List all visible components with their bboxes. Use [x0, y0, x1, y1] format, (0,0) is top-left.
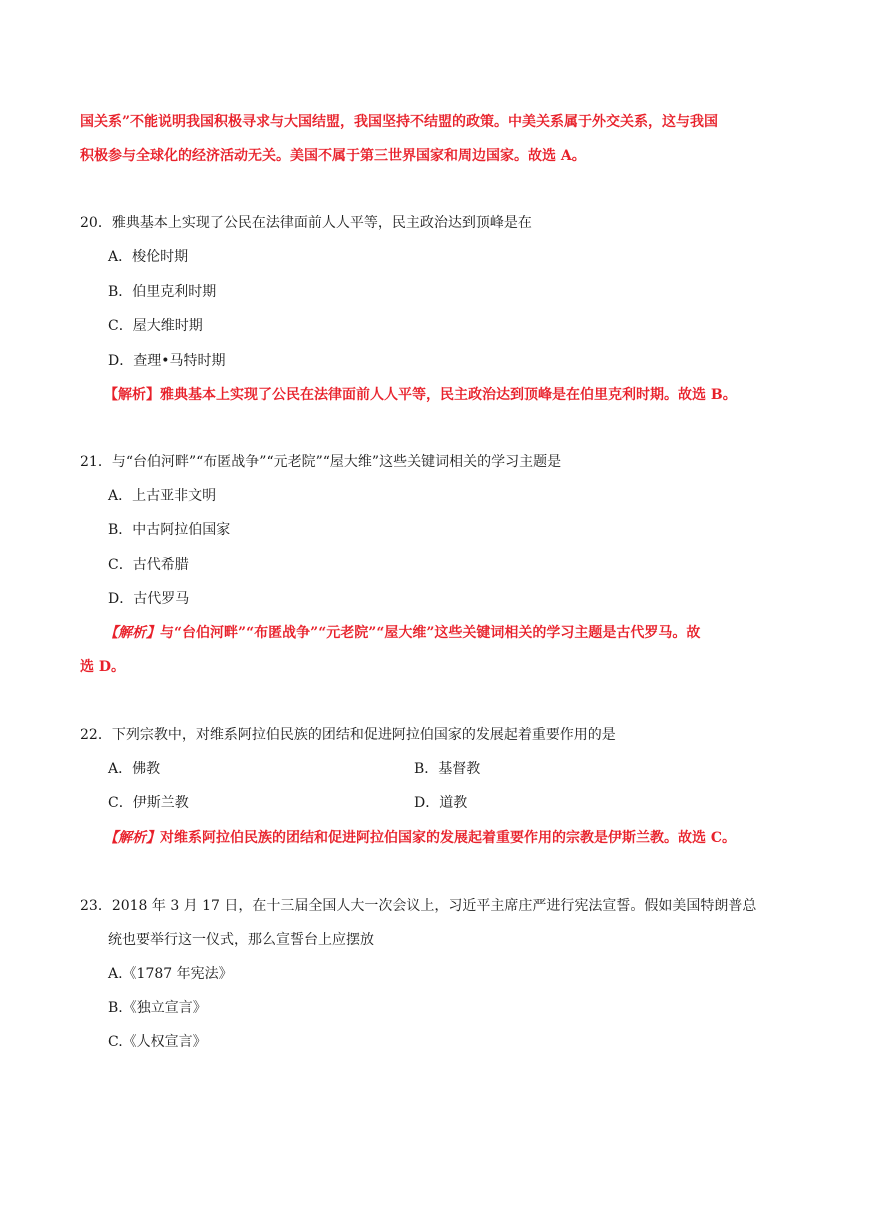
q23-option-c: C.《人权宣言》 [108, 1034, 207, 1050]
q21-option-b: B．中古阿拉伯国家 [108, 522, 231, 538]
question-23-stem-line-2: 统也要举行这一仪式，那么宣誓台上应摆放 [108, 932, 374, 948]
analysis-text: 雅典基本上实现了公民在法律面前人人平等，民主政治达到顶峰是在伯里克利时期。故选 B。 [160, 387, 737, 403]
q23-option-b: B.《独立宣言》 [108, 1000, 207, 1016]
q22-option-d: D．道教 [414, 795, 468, 811]
q20-option-d: D．查理•马特时期 [108, 353, 226, 369]
q20-option-a: A．梭伦时期 [108, 249, 189, 265]
analysis-label: 【解析】 [104, 387, 160, 403]
prev-analysis-line-2: 积极参与全球化的经济活动无关。美国不属于第三世界国家和周边国家。故选 A。 [80, 148, 586, 164]
q22-analysis [104, 828, 736, 848]
q23-option-a: A.《1787 年宪法》 [108, 966, 233, 982]
q21-option-a: A．上古亚非文明 [108, 488, 217, 504]
q22-option-c: C．伊斯兰教 [108, 795, 189, 811]
analysis-text: 对维系阿拉伯民族的团结和促进阿拉伯国家的发展起着重要作用的宗教是伊斯兰教。故选 C。 [160, 830, 737, 846]
q20-analysis [104, 385, 737, 405]
question-23-stem-line-1: 23．2018 年 3 月 17 日，在十三届全国人大一次会议上，习近平主席庄严进行宪法宣誓。假如美国特朗普总 [80, 898, 757, 914]
q21-analysis [104, 623, 700, 643]
q21-option-d: D．古代罗马 [108, 591, 190, 607]
analysis-label: 【解析】 [104, 625, 160, 641]
q22-option-a: A．佛教 [108, 761, 161, 777]
analysis-text: 与“台伯河畔”“布匿战争”“元老院”“屋大维”这些关键词相关的学习主题是古代罗马。故 [160, 625, 701, 641]
question-20-stem: 20．雅典基本上实现了公民在法律面前人人平等，民主政治达到顶峰是在 [80, 215, 532, 231]
question-22-stem: 22．下列宗教中，对维系阿拉伯民族的团结和促进阿拉伯国家的发展起着重要作用的是 [80, 727, 616, 743]
q20-option-c: C．屋大维时期 [108, 318, 203, 334]
analysis-label: 【解析】 [104, 830, 160, 846]
question-21-stem: 21．与“台伯河畔”“布匿战争”“元老院”“屋大维”这些关键词相关的学习主题是 [80, 454, 562, 470]
q22-option-b: B．基督教 [414, 761, 481, 777]
q20-option-b: B．伯里克利时期 [108, 284, 217, 300]
q21-analysis-continued: 选 D。 [80, 659, 126, 675]
q21-option-c: C．古代希腊 [108, 557, 189, 573]
prev-analysis-line-1: 国关系”不能说明我国积极寻求与大国结盟，我国坚持不结盟的政策。中美关系属于外交关系，这与我国 [80, 114, 719, 130]
